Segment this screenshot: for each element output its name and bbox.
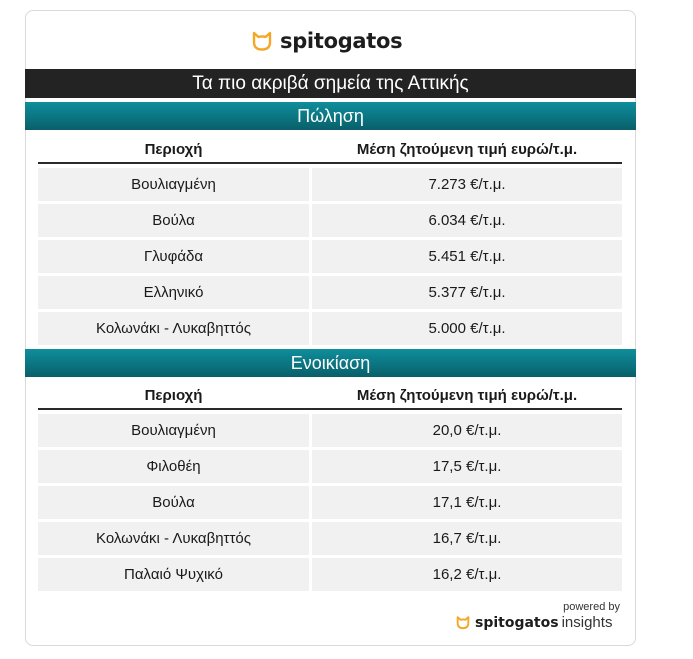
sale-row-2-price: 6.034 €/τ.μ. <box>312 204 622 237</box>
spitogatos-logo <box>250 26 402 56</box>
rent-row-4-area: Κολωνάκι - Λυκαβηττός <box>38 522 309 555</box>
sale-row-2-area: Βούλα <box>38 204 309 237</box>
rent-row-3-area: Βούλα <box>38 486 309 519</box>
footer-product-name: insights <box>561 614 613 631</box>
footer-brand-name: spitogatos <box>475 614 559 631</box>
sale-section-heading: Πώληση <box>25 102 636 130</box>
rent-row-4-price: 16,7 €/τ.μ. <box>312 522 622 555</box>
rent-section-heading: Ενοικίαση <box>25 349 636 377</box>
rent-col-area: Περιοχή <box>144 387 203 404</box>
rent-row-1-price: 20,0 €/τ.μ. <box>312 414 622 447</box>
sale-row-3-price: 5.451 €/τ.μ. <box>312 240 622 273</box>
brand-name: spitogatos <box>280 29 403 53</box>
spitogatos-insights-logo <box>455 614 612 631</box>
rent-row-5-area: Παλαιό Ψυχικό <box>38 558 309 591</box>
sale-row-1-area: Βουλιαγμένη <box>38 168 309 201</box>
sale-row-4-price: 5.377 €/τ.μ. <box>312 276 622 309</box>
sale-row-4-area: Ελληνικό <box>38 276 309 309</box>
sale-row-5-price: 5.000 €/τ.μ. <box>312 312 622 345</box>
sale-row-3-area: Γλυφάδα <box>38 240 309 273</box>
rent-header-divider <box>38 408 622 410</box>
rent-row-3-price: 17,1 €/τ.μ. <box>312 486 622 519</box>
cat-head-icon <box>455 615 471 630</box>
sale-row-1-price: 7.273 €/τ.μ. <box>312 168 622 201</box>
rent-row-1-area: Βουλιαγμένη <box>38 414 309 447</box>
rent-row-2-area: Φιλοθέη <box>38 450 309 483</box>
cat-head-icon <box>250 30 274 52</box>
rent-row-2-price: 17,5 €/τ.μ. <box>312 450 622 483</box>
rent-row-5-price: 16,2 €/τ.μ. <box>312 558 622 591</box>
sale-header-divider <box>38 162 622 164</box>
sale-col-price: Μέση ζητούμενη τιμή ευρώ/τ.μ. <box>356 141 578 158</box>
sale-row-5-area: Κολωνάκι - Λυκαβηττός <box>38 312 309 345</box>
page-title: Τα πιο ακριβά σημεία της Αττικής <box>25 69 636 98</box>
sale-col-area: Περιοχή <box>144 141 203 158</box>
rent-col-price: Μέση ζητούμενη τιμή ευρώ/τ.μ. <box>356 387 578 404</box>
powered-by-label: powered by <box>563 601 620 613</box>
